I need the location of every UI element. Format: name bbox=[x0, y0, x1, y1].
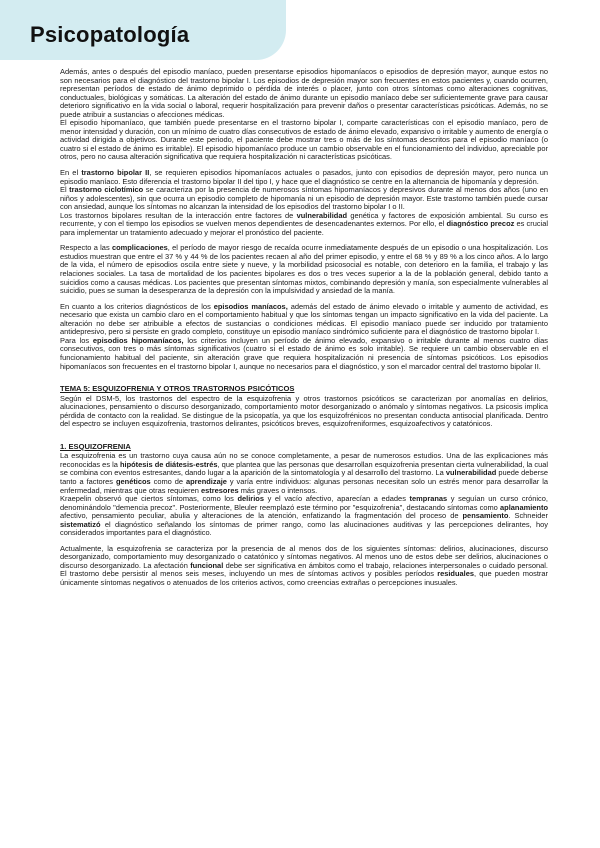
bold-term: tempranas bbox=[409, 494, 448, 504]
subsection-title: 1. ESQUIZOFRENIA bbox=[60, 441, 131, 451]
bold-term: vulnerabilidad bbox=[445, 468, 497, 478]
bold-term: residuales bbox=[437, 569, 474, 579]
text-run: . Schneider bbox=[508, 511, 548, 521]
text-run: puede deberse tanto a factores bbox=[60, 468, 548, 486]
text-run: Además, antes o después del episodio maníaco, pueden presentarse episodios hipomaníacos o episodios de depresión mayor, aunque estos no son necesarios para el diagnóstico del trastorno bipolar I. Los episodios de depresión mayor son frecuentes en estos pacientes y, cuando ocurren, representan períodos de estado de ánimo deprimido o pérdida de interés o placer, junto con otros síntomas como alteraciones cognitivas, conductuales, biológicas y somáticas. La alteración del estado de ánimo durante un episodio maníaco debe ser suficientemente grave para causar deterioro significativo en la vida social o laboral, requerir hospitalización para prevenir daños o presentar características psicóticas. Además, no se puede atribuir a sustancias o afecciones médicas. bbox=[60, 67, 548, 119]
paragraph bbox=[60, 303, 548, 337]
paragraph bbox=[60, 244, 548, 295]
text-run: debe ser significativa en ámbitos como el trabajo, relaciones interpersonales o cuidado personal. El trastorno debe persistir al menos seis meses, incluyendo un mes de síntomas activos y posibles períodos bbox=[60, 560, 548, 579]
text-run: se caracteriza por la presencia de numerosos síntomas hipomaníacos y depresivos durante al menos dos años (uno en niños y adolescentes), sin que ocurra un episodio completo de hipomanía ni un episodio de depresión mayor. Este trastorno también puede cursar con ansiedad, aunque los síntomas no alcanzan la intensidad de los episodios del trastorno bipolar I o II. bbox=[60, 185, 548, 212]
text-run: afectivo, pensamiento peculiar, abulia y alteraciones de la atención, enfatizando la fragmentación del proceso de bbox=[60, 511, 463, 521]
paragraph bbox=[60, 169, 548, 186]
text-run: , que pueden mostrar únicamente síntomas negativos o atenuados de los criterios activos, como creencias extrañas o percepciones inusuales. bbox=[60, 569, 548, 587]
page-title: Psicopatología bbox=[30, 22, 190, 47]
text-run: Respecto a las bbox=[60, 243, 112, 253]
text-run: Kraepelin observó que ciertos síntomas, como los bbox=[60, 494, 238, 504]
bold-term: genéticos bbox=[115, 476, 151, 486]
text-run: , que plantea que las personas que desarrollan esquizofrenia presentan cierta vulnerabilidad, la cual se combina con eventos estresantes, dando lugar a la aparición de la sintomatología y al desarrollo del trastorno. La bbox=[60, 459, 548, 478]
paragraph bbox=[60, 212, 548, 238]
text-run: El bbox=[60, 185, 70, 195]
document-body bbox=[60, 68, 548, 595]
text-run: es crucial para implementar un tratamiento adecuado y mejorar el pronóstico del paciente. bbox=[60, 219, 549, 237]
paragraph bbox=[60, 545, 548, 588]
paragraph bbox=[60, 395, 548, 429]
text-run: y varía entre individuos: algunas personas necesitan solo un estrés menor para desarrollar la enfermedad, mientras que otras requieren bbox=[60, 476, 548, 495]
paragraph bbox=[60, 186, 548, 212]
bold-term: estresores bbox=[200, 485, 239, 495]
bold-term: complicaciones bbox=[111, 243, 168, 253]
text-run: La esquizofrenia es un trastorno cuya causa aún no se conoce completamente, a pesar de numerosos estudios. Una de las explicaciones más reconocidas es la bbox=[60, 451, 548, 469]
bold-term: sistematizó bbox=[60, 519, 101, 529]
bold-term: aprendizaje bbox=[185, 476, 227, 486]
text-run: , el período de mayor riesgo de recaída ocurre inmediatamente después de un episodio o una hospitalización. Los estudios muestran que entre el 37 % y 44 % de los pacientes recaen al año del primer episodio, y entre el 68 % y 89 % a los cinco años. A lo largo de la vida, el número de episodios oscila entre siete y nueve, y la morbilidad psicosocial es notable, con deterioro en la familia, el trabajo y las relaciones sociales. La tasa de mortalidad de los pacientes bipolares es dos o tres veces superior a la de la población general, debido tanto a suicidios como a causas médicas. Los pacientes que presentan síntomas mixtos, combinando depresión y manía, son especialmente vulnerables al suicidio, pues se suman la desesperanza de la depresión con la impulsividad y ansiedad de la manía. bbox=[60, 243, 548, 296]
bold-term: hipótesis de diátesis-estrés bbox=[119, 459, 218, 469]
text-run: , se requieren episodios hipomaníacos actuales o pasados, junto con episodios de depresión mayor, pero nunca un episodio maníaco. Esto diferencia el trastorno bipolar II del tipo I, y hace que el diagnóstico se centre en la alternancia de hipomanía y depresión. bbox=[60, 168, 548, 186]
bold-term: delirios bbox=[237, 494, 264, 504]
text-run: genética y factores de exposición ambiental. Su curso es recurrente, y con el tiempo los episodios se vuelven menos dependientes de desencadenantes externos. Por ello, el bbox=[60, 210, 549, 229]
paragraph bbox=[60, 452, 548, 495]
text-run: Los trastornos bipolares resultan de la interacción entre factores de bbox=[60, 210, 297, 220]
text-run: En el bbox=[60, 168, 82, 178]
text-run: Actualmente, la esquizofrenia se caracteriza por la presencia de al menos dos de los siguientes síntomas: delirios, alucinaciones, discurso desorganizado, comportamiento muy desorganizado o catatónico y síntomas negativos. Al menos uno de estos debe ser delirios, alucinaciones o discurso desorganizado. La afectación bbox=[60, 543, 548, 570]
paragraph bbox=[60, 68, 548, 119]
bold-term: vulnerabilidad bbox=[296, 210, 347, 220]
bold-term: pensamiento bbox=[462, 511, 509, 521]
bold-term: episodios hipomaníacos, bbox=[92, 335, 184, 345]
text-run: Según el DSM-5, los trastornos del espectro de la esquizofrenia y otros trastornos psicóticos se caracterizan por anomalías en delirios, alucinaciones, pensamiento o discurso desorganizado, comportamiento motor desorganizado o anómalo y síntomas negativos. La psicosis implica pérdida de contacto con la realidad. Se distingue de la psicopatía, ya que los esquizofrénicos no presentan conducta antisocial planificada. Dentro del espectro se incluyen esquizofrenia, trastornos delirantes, psicóticos breves, esquizofreniformes, esquizoafectivos y catatónicos. bbox=[60, 393, 548, 429]
text-run: además del estado de ánimo elevado o irritable y aumento de actividad, es necesario que exista un cambio claro en el comportamiento habitual y que los síntomas tengan un impacto significativo en la vida del paciente. La alteración no debe ser atribuible a efectos de sustancias o condiciones médicas. El episodio maníaco puede ser inducido por tratamiento antidepresivo, pero si persiste en grado completo, constituye un episodio maníaco sindrómico suficiente para el diagnóstico de trastorno bipolar I. bbox=[60, 301, 548, 337]
text-run: El episodio hipomaníaco, que también puede presentarse en el trastorno bipolar I, comparte características con el episodio maníaco, pero de menor intensidad y duración, con un mínimo de cuatro días consecutivos de estado de ánimo elevado, expansivo o irritable y aumento de energía o actividad dirigida a objetivos. Durante este periodo, el paciente debe mostrar tres o más de los síntomas descritos para el episodio maníaco (o cuatro si el estado de ánimo es irritable). El episodio hipomaníaco produce un cambio observable en el funcionamiento del individuo, apreciable por otros, pero no causa alteración significativa que requiera hospitalización ni características psicóticas. bbox=[60, 118, 548, 162]
bold-term: diagnóstico precoz bbox=[446, 219, 515, 229]
text-run: los criterios incluyen un período de ánimo elevado, expansivo o irritable durante al menos cuatro días consecutivos, con tres o más síntomas significativos (cuatro si el estado de ánimo es solo irritable). Se requiere un cambio observable en el funcionamiento habitual del paciente, sin alteración grave que requiera hospitalización ni presencia de síntomas psicóticos. Los episodios hipomaníacos son frecuentes en el trastorno bipolar I, aunque no necesarios para el diagnóstico, y son el marcador central del trastorno bipolar II. bbox=[60, 335, 549, 371]
text-run: Para los bbox=[60, 335, 93, 345]
section-title: TEMA 5: ESQUIZOFRENIA Y OTROS TRASTORNOS PSICÓTICOS bbox=[60, 384, 295, 394]
text-run: el diagnóstico señalando los síntomas de primer rango, como las alucinaciones auditivas y las percepciones delirantes, hoy considerados importantes para el diagnóstico. bbox=[60, 519, 548, 538]
text-run: como de bbox=[150, 476, 186, 486]
paragraph bbox=[60, 119, 548, 162]
paragraph bbox=[60, 337, 548, 371]
text-run: En cuanto a los criterios diagnósticos de los bbox=[60, 301, 214, 311]
bold-term: trastorno bipolar II bbox=[81, 168, 150, 178]
text-run: y el vacío afectivo, aparecían a edades bbox=[263, 494, 410, 504]
text-run: más graves o intensos. bbox=[238, 485, 318, 495]
bold-term: trastorno ciclotímico bbox=[69, 185, 144, 195]
paragraph bbox=[60, 495, 548, 538]
bold-term: funcional bbox=[190, 560, 224, 570]
bold-term: aplanamiento bbox=[500, 502, 548, 512]
bold-term: episodios maníacos, bbox=[213, 301, 288, 311]
text-run: y seguían un curso crónico, denominándolo "demencia precoz". Posteriormente, Bleuler reemplazó este término por "esquizofrenia", destacando síntomas como bbox=[60, 494, 548, 512]
